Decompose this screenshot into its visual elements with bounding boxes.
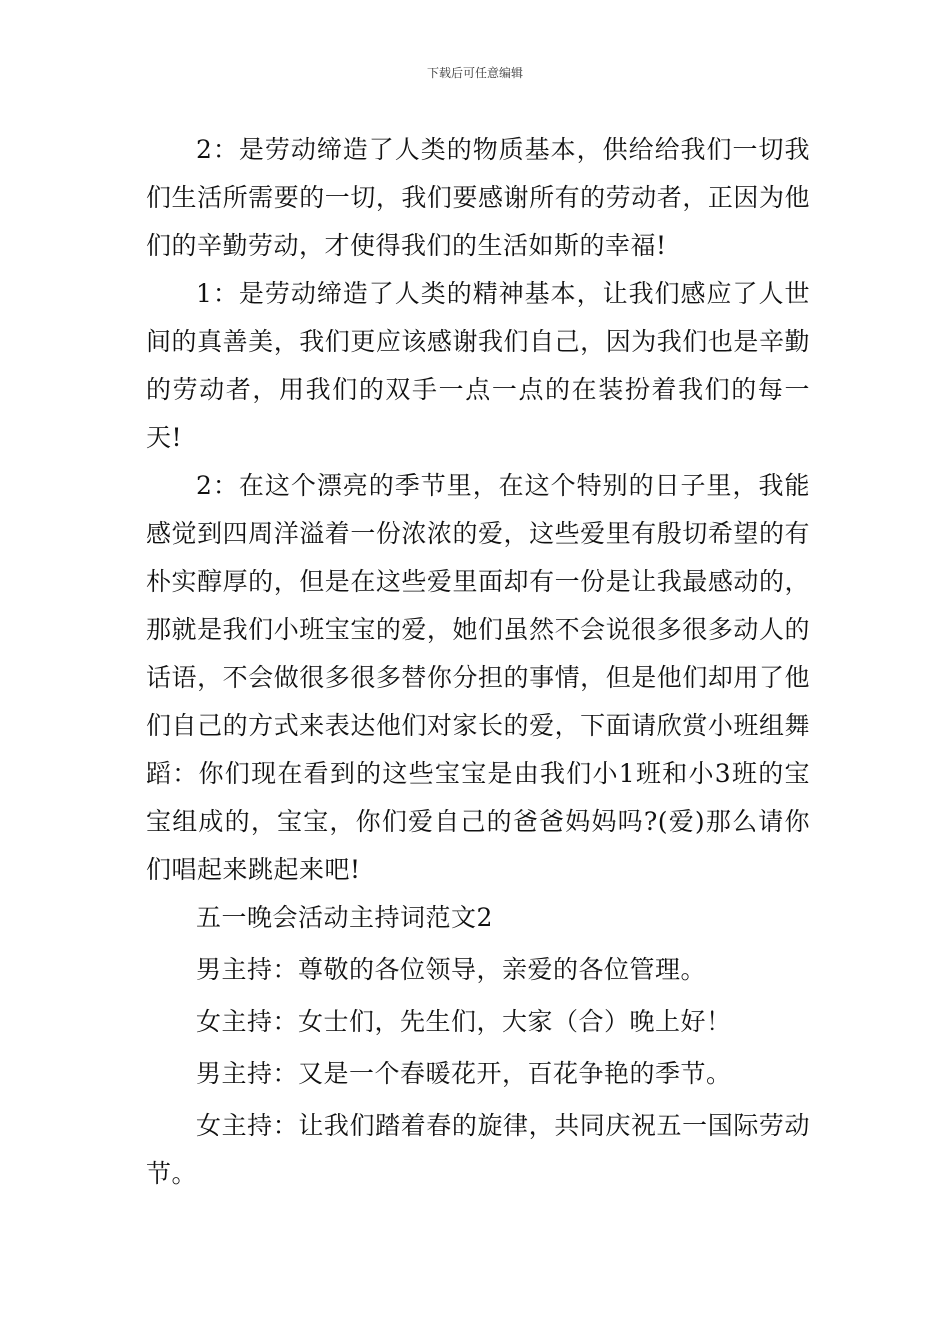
- paragraph-1: 2：是劳动缔造了人类的物质基本，供给给我们一切我们生活所需要的一切，我们要感谢所有的劳动者，正因为他们的辛勤劳动，才使得我们的生活如斯的幸福!: [146, 135, 810, 260]
- paragraph-3: 2：在这个漂亮的季节里，在这个特别的日子里，我能感觉到四周洋溢着一份浓浓的爱，这些爱里有殷切希望的有朴实醇厚的，但是在这些爱里面却有一份是让我最感动的，那就是我们小班宝宝的爱，她们虽然不会说很多很多动人的话语，不会做很多很多替你分担的事情，但是他们却用了他们自己的方式来表达他们对家长的爱，下面请欣赏小班组舞蹈：你们现在看到的这些宝宝是由我们小1班和小3班的宝宝组成的，宝宝，你们爱自己的爸爸妈妈吗?(爱)那么请你们唱起来跳起来吧!: [146, 471, 810, 884]
- section-title: 五一晚会活动主持词范文2: [196, 903, 493, 932]
- document-body: [146, 126, 810, 1198]
- page-header: 下载后可任意编辑: [426, 66, 523, 80]
- dialogue-line-1: 男主持：尊敬的各位领导，亲爱的各位管理。: [196, 955, 707, 984]
- dialogue-line-3: 男主持：又是一个春暖花开，百花争艳的季节。: [196, 1059, 732, 1088]
- dialogue-line-2: 女主持：女士们，先生们，大家（合）晚上好！: [196, 1007, 732, 1036]
- dialogue-line-4: 女主持：让我们踏着春的旋律，共同庆祝五一国际劳动节。: [146, 1111, 810, 1188]
- paragraph-2: 1：是劳动缔造了人类的精神基本，让我们感应了人世间的真善美，我们更应该感谢我们自己，因为我们也是辛勤的劳动者，用我们的双手一点一点的在装扮着我们的每一天!: [146, 279, 810, 452]
